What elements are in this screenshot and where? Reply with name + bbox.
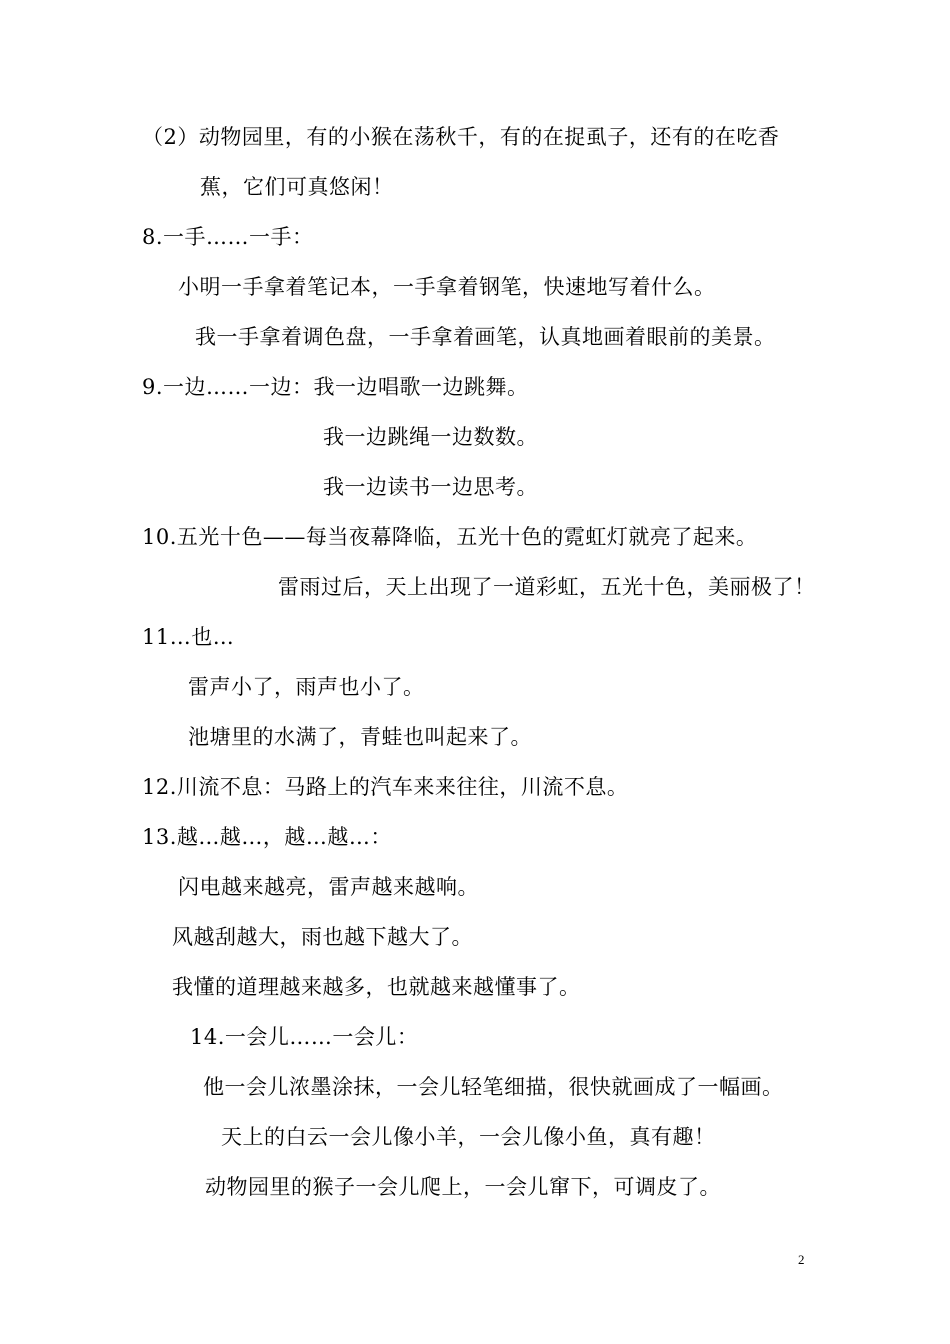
text-line-5: 我一手拿着调色盘，一手拿着画笔，认真地画着眼前的美景。: [195, 325, 776, 349]
text-line-1: （2）动物园里，有的小猴在荡秋千，有的在捉虱子，还有的在吃香: [142, 125, 780, 149]
text-line-16: 闪电越来越亮，雷声越来越响。: [178, 875, 479, 899]
text-line-7: 我一边跳绳一边数数。: [323, 425, 538, 449]
text-line-4: 小明一手拿着笔记本，一手拿着钢笔，快速地写着什么。: [178, 275, 716, 299]
text-line-12: 雷声小了，雨声也小了。: [188, 675, 425, 699]
text-line-2: 蕉，它们可真悠闲！: [200, 175, 394, 199]
text-line-20: 他一会儿浓墨涂抹，一会儿轻笔细描，很快就画成了一幅画。: [203, 1075, 784, 1099]
text-line-15: 13.越…越…，越…越…：: [142, 825, 392, 849]
text-line-19: 14.一会儿……一会儿：: [190, 1025, 419, 1049]
text-line-18: 我懂的道理越来越多，也就越来越懂事了。: [172, 975, 581, 999]
text-line-17: 风越刮越大，雨也越下越大了。: [172, 925, 473, 949]
text-line-14: 12.川流不息：马路上的汽车来来往往，川流不息。: [142, 775, 629, 799]
page-number: 2: [798, 1252, 805, 1267]
text-line-22: 动物园里的猴子一会儿爬上，一会儿窜下，可调皮了。: [205, 1175, 721, 1199]
text-line-9: 10.五光十色——每当夜幕降临，五光十色的霓虹灯就亮了起来。: [142, 525, 758, 549]
text-line-3: 8.一手……一手：: [142, 225, 314, 249]
text-line-11: 11…也…: [142, 625, 235, 649]
text-line-21: 天上的白云一会儿像小羊，一会儿像小鱼，真有趣！: [221, 1125, 716, 1149]
text-line-10: 雷雨过后，天上出现了一道彩虹，五光十色，美丽极了！: [278, 575, 816, 599]
text-line-8: 我一边读书一边思考。: [323, 475, 538, 499]
text-line-13: 池塘里的水满了，青蛙也叫起来了。: [188, 725, 532, 749]
text-line-6: 9.一边……一边：我一边唱歌一边跳舞。: [142, 375, 529, 399]
